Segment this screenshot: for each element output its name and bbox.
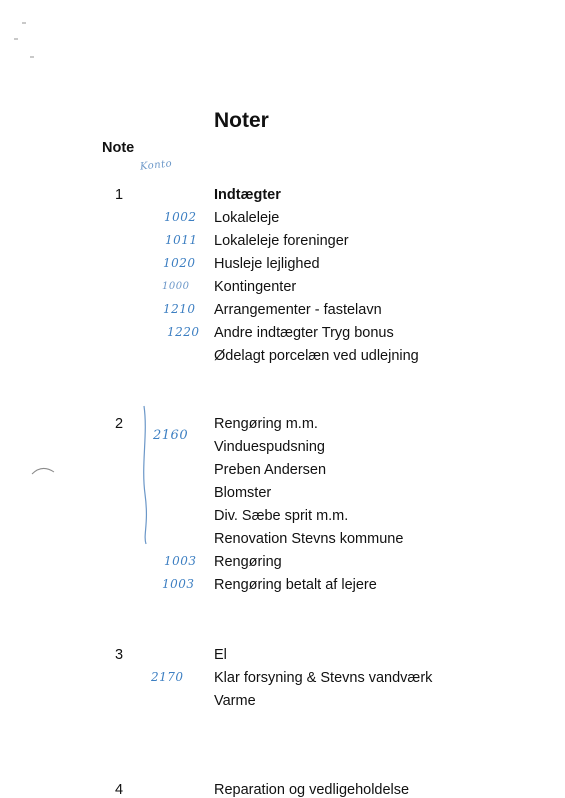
note-line: Lokaleleje foreninger	[214, 233, 349, 249]
handwritten-account-code: 1210	[163, 302, 196, 316]
note-line: El	[214, 647, 227, 663]
note-number: 4	[115, 782, 124, 798]
note-line: Varme	[214, 693, 256, 709]
note-line: Rengøring betalt af lejere	[214, 577, 377, 593]
note-line: Rengøring	[214, 554, 282, 570]
scan-speck	[30, 56, 34, 58]
note-line: Blomster	[214, 485, 272, 501]
handwritten-account-code: 1011	[165, 233, 198, 247]
note-column-header: Note	[102, 140, 135, 156]
scan-mark	[30, 462, 58, 478]
handwritten-account-code: 1020	[163, 256, 196, 270]
handwritten-account-code: 1003	[162, 577, 195, 591]
handwritten-account-code: 1003	[164, 554, 197, 568]
note-line: Rengøring m.m.	[214, 416, 318, 432]
note-line: Preben Andersen	[214, 462, 327, 478]
page-title: Noter	[214, 109, 269, 132]
note-number: 1	[115, 187, 124, 203]
note-number: 3	[115, 647, 124, 663]
note-line: Renovation Stevns kommune	[214, 531, 404, 547]
note-line: Reparation og vedligeholdelse	[214, 782, 410, 798]
note-line: Husleje lejlighed	[214, 256, 320, 272]
note-line: Vinduespudsning	[214, 439, 325, 455]
handwritten-account-code: 2170	[151, 670, 184, 684]
handwritten-account-code: 2160	[153, 428, 189, 443]
handwritten-account-code: 1002	[164, 210, 197, 224]
section-heading: Indtægter	[214, 187, 281, 203]
note-number: 2	[115, 416, 124, 432]
note-line: Arrangementer - fastelavn	[214, 302, 382, 318]
handwritten-account-code: 1220	[167, 325, 200, 339]
scan-speck	[14, 38, 18, 40]
scan-speck	[22, 22, 26, 24]
note-line: Div. Sæbe sprit m.m.	[214, 508, 349, 524]
handwritten-account-code: 1000	[162, 281, 190, 292]
handwritten-bracket	[138, 404, 152, 548]
note-line: Klar forsyning & Stevns vandværk	[214, 670, 433, 686]
note-line: Andre indtægter Tryg bonus	[214, 325, 394, 341]
note-line: Kontingenter	[214, 279, 297, 295]
note-line: Lokaleleje	[214, 210, 280, 226]
note-line: Ødelagt porcelæn ved udlejning	[214, 348, 419, 364]
handwritten-account-header: Konto	[139, 158, 173, 173]
